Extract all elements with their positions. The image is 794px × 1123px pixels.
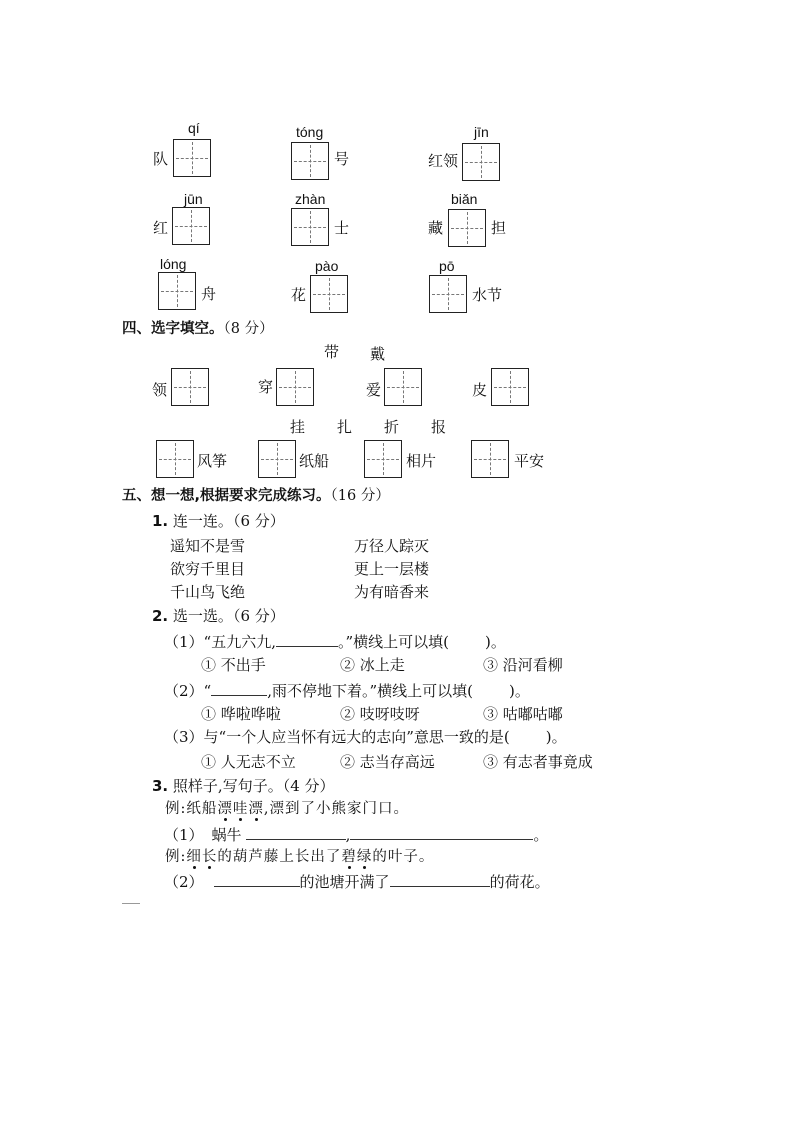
char-after: 士 — [334, 219, 350, 237]
fill-box[interactable] — [471, 440, 509, 478]
poem-left[interactable]: 遥知不是雪 — [170, 537, 246, 555]
poem-right[interactable]: 更上一层楼 — [354, 560, 430, 578]
q2-heading — [152, 607, 285, 625]
fill-box[interactable] — [276, 368, 314, 406]
emphasis-char: 碧 — [341, 849, 357, 865]
dotted-phrase — [217, 801, 264, 817]
emphasis-char: 长 — [201, 849, 218, 865]
fill-label: 平安 — [514, 452, 545, 470]
choice-char: 挂 — [290, 418, 306, 436]
answer-line-2 — [164, 872, 550, 891]
char-before: 红领 — [428, 152, 459, 170]
option[interactable]: ③ 沿河看柳 — [483, 656, 563, 674]
item-text: “五九六九, — [203, 633, 276, 651]
pinyin: tóng — [296, 124, 324, 140]
fill-label: 风筝 — [197, 452, 228, 470]
fill-label: 相片 — [406, 452, 437, 470]
char-after: 号 — [334, 150, 350, 168]
choice-char: 带 — [324, 343, 340, 361]
answer-blank[interactable] — [350, 825, 533, 840]
answer-line-1 — [164, 825, 548, 844]
q1-number: 1. — [152, 512, 169, 530]
item-number: （2） — [164, 873, 204, 891]
section-5-title — [122, 487, 390, 505]
example-sentence-2 — [165, 848, 434, 866]
emphasis-char: 细 — [186, 849, 202, 865]
choice-char: 折 — [384, 418, 400, 436]
section-4-title — [122, 320, 274, 338]
emphasis-char: 漂 — [248, 801, 264, 817]
pinyin: qí — [188, 120, 200, 136]
example-text: 例:纸船 — [165, 801, 218, 817]
writing-box[interactable] — [172, 207, 210, 245]
item-text: 。 — [533, 826, 549, 844]
option[interactable]: ③ 咕嘟咕嘟 — [483, 705, 563, 723]
option[interactable]: ① 不出手 — [201, 656, 266, 674]
option[interactable]: ③ 有志者事竟成 — [483, 753, 593, 771]
char-after: 水节 — [472, 286, 503, 304]
page-divider — [122, 903, 140, 904]
item-text: )。 — [485, 633, 506, 651]
answer-blank[interactable] — [390, 872, 490, 887]
fill-box[interactable] — [491, 368, 529, 406]
item-text: “ — [203, 682, 212, 700]
item-number: （1） — [164, 826, 204, 844]
item-text: 。”横线上可以填( — [337, 633, 450, 651]
sentence-subject: 蜗牛 — [211, 826, 242, 844]
option[interactable]: ② 冰上走 — [340, 656, 405, 674]
q3-points: （4 分） — [282, 777, 335, 795]
emphasis-char: 漂 — [217, 801, 233, 817]
item-text: ,雨不停地下着。”横线上可以填( — [267, 682, 474, 700]
option[interactable]: ② 志当存高远 — [340, 753, 435, 771]
writing-box[interactable] — [291, 142, 329, 180]
item-text: , — [345, 826, 351, 844]
char-after: 舟 — [201, 285, 217, 303]
fill-box[interactable] — [384, 368, 422, 406]
q1-heading — [152, 512, 285, 530]
char-before: 队 — [153, 150, 169, 168]
q2-text: 选一选。 — [172, 607, 233, 625]
fill-box[interactable] — [171, 368, 209, 406]
section-5-points: （16 分） — [330, 488, 390, 504]
fill-label: 纸船 — [299, 452, 330, 470]
q1-points: （6 分） — [232, 512, 285, 530]
option[interactable]: ① 人无志不立 — [201, 753, 296, 771]
section-4-title-text: 四、选字填空。 — [122, 321, 224, 337]
pinyin: lóng — [160, 256, 187, 272]
pinyin: zhàn — [295, 191, 326, 207]
writing-box[interactable] — [429, 275, 467, 313]
q2-points: （6 分） — [232, 607, 285, 625]
example-sentence-1 — [165, 800, 409, 818]
fill-label: 爱 — [366, 381, 382, 399]
q2-item-2 — [164, 681, 530, 700]
writing-box[interactable] — [448, 209, 486, 247]
writing-box[interactable] — [158, 272, 196, 310]
example-text: ,漂到了小熊家门口。 — [263, 801, 409, 817]
q1-text: 连一连。 — [172, 512, 233, 530]
char-before: 藏 — [428, 219, 444, 237]
char-before: 红 — [153, 219, 169, 237]
char-after: 担 — [491, 219, 507, 237]
pinyin: biǎn — [451, 191, 478, 207]
fill-box[interactable] — [258, 440, 296, 478]
q2-item-3 — [164, 728, 567, 746]
section-5-title-text: 五、想一想,根据要求完成练习。 — [122, 488, 331, 504]
pinyin: jīn — [474, 124, 489, 140]
option[interactable]: ② 吱呀吱呀 — [340, 705, 420, 723]
example-text: 的葫芦藤上长出了 — [217, 849, 342, 865]
writing-box[interactable] — [291, 208, 329, 246]
poem-left[interactable]: 欲穷千里目 — [170, 560, 246, 578]
q2-item-1 — [164, 632, 506, 651]
fill-box[interactable] — [156, 440, 194, 478]
item-text: 的荷花。 — [489, 873, 550, 891]
writing-box[interactable] — [173, 139, 211, 177]
answer-blank[interactable] — [214, 872, 300, 887]
item-number: （3） — [164, 728, 204, 746]
item-number: （2） — [164, 682, 204, 700]
fill-box[interactable] — [364, 440, 402, 478]
emphasis-char: 哇 — [232, 801, 249, 817]
poem-left[interactable]: 千山鸟飞绝 — [170, 583, 246, 601]
q3-number: 3. — [152, 777, 169, 795]
emphasis-char: 绿 — [356, 849, 373, 865]
choice-char: 报 — [431, 418, 447, 436]
poem-right[interactable]: 万径人踪灭 — [354, 537, 430, 555]
answer-blank[interactable] — [246, 825, 346, 840]
item-number: （1） — [164, 633, 204, 651]
pinyin: pō — [439, 258, 455, 274]
answer-blank[interactable] — [276, 632, 338, 647]
choice-char: 戴 — [370, 345, 386, 363]
example-text: 的叶子。 — [372, 849, 435, 865]
section-4-points: （8 分） — [223, 321, 274, 337]
pinyin: jūn — [184, 191, 203, 207]
item-text: )。 — [509, 682, 530, 700]
fill-label: 领 — [152, 381, 168, 399]
poem-right[interactable]: 为有暗香来 — [354, 583, 430, 601]
item-text: 与“一个人应当怀有远大的志向”意思一致的是( — [203, 728, 510, 746]
writing-box[interactable] — [310, 275, 348, 313]
answer-blank[interactable] — [211, 681, 267, 696]
char-before: 花 — [291, 286, 307, 304]
q3-text: 照样子,写句子。 — [172, 777, 283, 795]
choice-char: 扎 — [337, 418, 353, 436]
pinyin: pào — [315, 258, 339, 274]
example-text: 例: — [165, 849, 187, 865]
item-text: )。 — [545, 728, 567, 746]
writing-box[interactable] — [462, 143, 500, 181]
item-text: 的池塘开满了 — [299, 873, 390, 891]
fill-label: 穿 — [258, 378, 274, 396]
q2-number: 2. — [152, 607, 169, 625]
q3-heading — [152, 777, 335, 795]
fill-label: 皮 — [472, 381, 488, 399]
option[interactable]: ① 哗啦哗啦 — [201, 705, 281, 723]
